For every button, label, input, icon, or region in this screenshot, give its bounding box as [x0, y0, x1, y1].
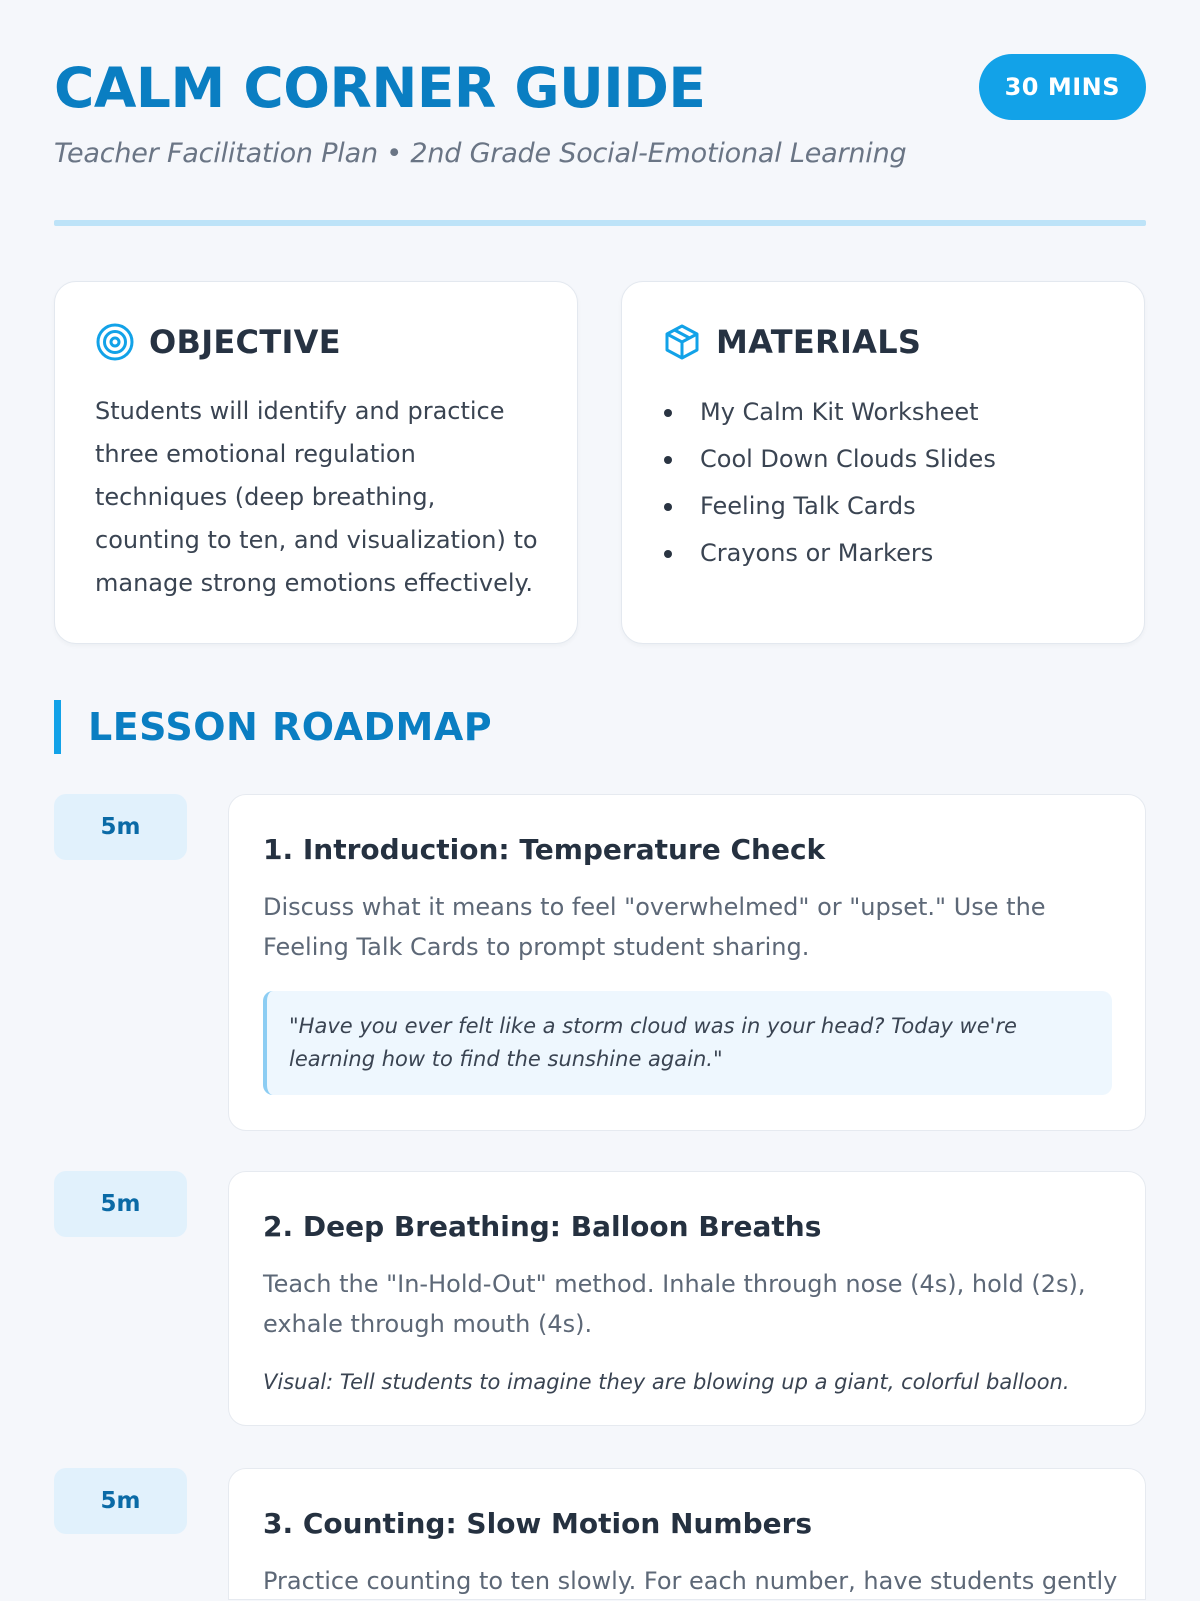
objective-card — [54, 281, 578, 644]
duration-badge: 30 MINS — [979, 54, 1146, 120]
bullet-icon — [664, 550, 672, 558]
overview-cards — [54, 281, 1146, 646]
step-title: 2. Deep Breathing: Balloon Breaths — [263, 1210, 822, 1243]
step-description: Teach the "In-Hold-Out" method. Inhale through nose (4s), hold (2s), exhale through mouth (4s). — [263, 1270, 1086, 1338]
list-item — [662, 483, 996, 530]
bullet-icon — [664, 503, 672, 511]
step-card — [228, 1468, 1146, 1600]
materials-title: MATERIALS — [716, 323, 922, 361]
header-divider — [54, 220, 1146, 226]
step-card — [228, 1171, 1146, 1426]
step-title: 3. Counting: Slow Motion Numbers — [263, 1507, 813, 1540]
step-card — [228, 794, 1146, 1131]
step-time-badge: 5m — [54, 1171, 187, 1237]
step-time-badge: 5m — [54, 794, 187, 860]
materials-header — [662, 322, 921, 362]
materials-list — [662, 389, 996, 577]
material-label: Cool Down Clouds Slides — [700, 445, 996, 473]
material-label: Feeling Talk Cards — [700, 492, 916, 520]
teacher-script-quote: "Have you ever felt like a storm cloud was in your head? Today we're learning how to find the sunshine again." — [263, 991, 1112, 1095]
target-icon — [95, 322, 135, 362]
materials-card — [621, 281, 1145, 644]
step-time-badge: 5m — [54, 1468, 187, 1534]
lesson-plan-page — [54, 0, 1146, 1595]
material-label: Crayons or Markers — [700, 539, 934, 567]
objective-text: Students will identify and practice three emotional regulation techniques (deep breathing, counting to ten, and visualization) to manage strong emotions effectively. — [95, 397, 538, 597]
step-description: Discuss what it means to feel "overwhelmed" or "upset." Use the Feeling Talk Cards to prompt student sharing. — [263, 893, 1046, 961]
objective-title: OBJECTIVE — [149, 323, 341, 361]
step-description: Practice counting to ten slowly. For each number, have students gently — [263, 1567, 1118, 1595]
step-visual-note: Visual: Tell students to imagine they are blowing up a giant, colorful balloon. — [263, 1370, 1070, 1394]
page-title: CALM CORNER GUIDE — [54, 56, 706, 120]
step-title: 1. Introduction: Temperature Check — [263, 833, 826, 866]
material-label: My Calm Kit Worksheet — [700, 398, 979, 426]
objective-header — [95, 322, 341, 362]
bullet-icon — [664, 456, 672, 464]
list-item — [662, 530, 996, 577]
list-item — [662, 389, 996, 436]
roadmap-heading: LESSON ROADMAP — [54, 700, 492, 754]
bullet-icon — [664, 409, 672, 417]
list-item — [662, 436, 996, 483]
box-icon — [662, 322, 702, 362]
page-subtitle: Teacher Facilitation Plan • 2nd Grade Social-Emotional Learning — [54, 138, 907, 169]
page-header — [54, 0, 1146, 226]
